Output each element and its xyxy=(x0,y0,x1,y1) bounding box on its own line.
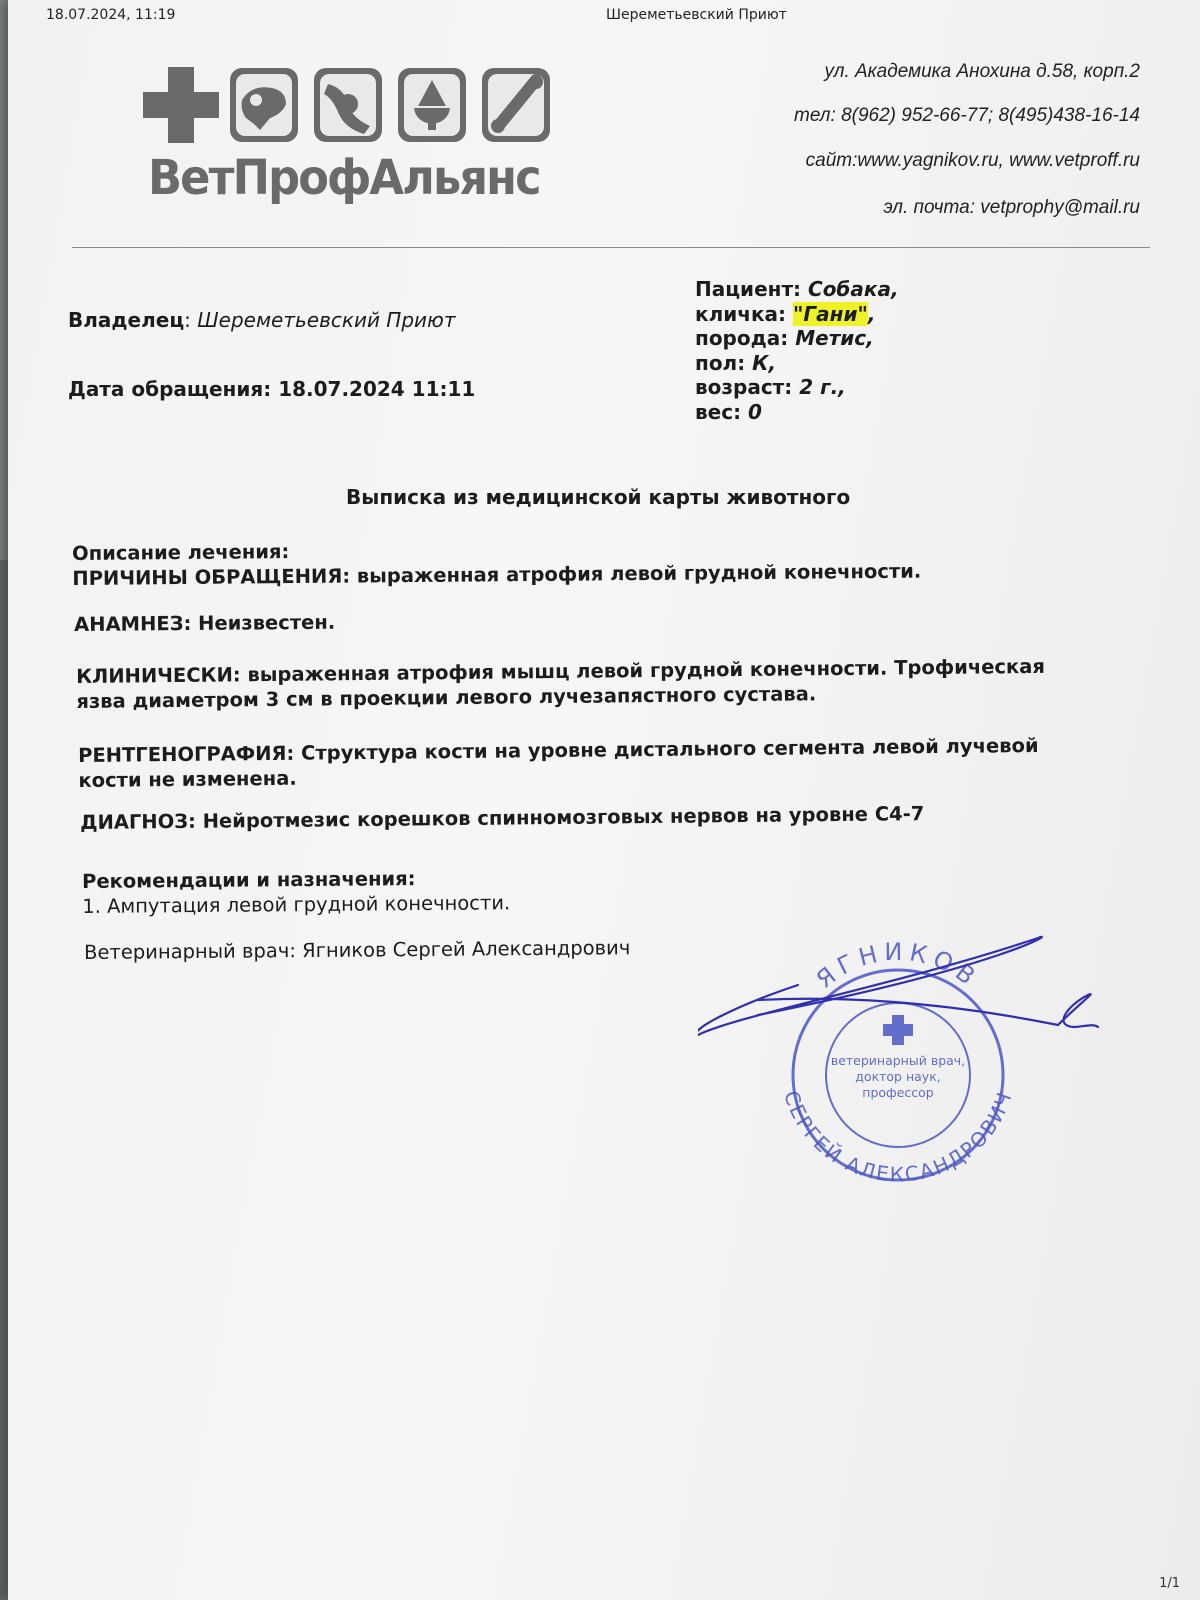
patient-age-row xyxy=(695,375,899,400)
document-page xyxy=(8,0,1200,1600)
print-title: Шереметьевский Приют xyxy=(606,7,787,23)
treatment-heading: Описание лечения: xyxy=(72,540,290,565)
clinic-site: сайт:www.yagnikov.ru, www.vetproff.ru xyxy=(805,150,1140,171)
head-tile-icon xyxy=(230,68,298,142)
clinical-section xyxy=(76,654,1045,714)
patient-species: Собака, xyxy=(808,277,899,301)
xray-section xyxy=(78,733,1039,793)
patient-sex-label: пол: xyxy=(695,350,753,375)
xray-label: РЕНТГЕНОГРАФИЯ: xyxy=(78,741,302,767)
patient-name-row xyxy=(695,302,899,327)
clinic-email: эл. почта: vetprophy@mail.ru xyxy=(883,197,1140,218)
pharmacy-tile-icon xyxy=(398,68,466,142)
xray-line-2: кости не изменена. xyxy=(78,766,297,792)
visit-date-value: 18.07.2024 11:11 xyxy=(278,377,476,401)
recommendation-item: 1. Ампутация левой грудной конечности. xyxy=(82,891,511,918)
bone-tile-icon xyxy=(482,68,550,142)
patient-block xyxy=(695,277,899,424)
patient-species-row xyxy=(695,277,899,302)
svg-text:ЯГНИКОВ xyxy=(811,938,985,994)
reasons-label: ПРИЧИНЫ ОБРАЩЕНИЯ: xyxy=(72,564,357,590)
stamp-bottom-text: СЕРГЕЙ АЛЕКСАНДРОВИЧ xyxy=(778,1087,1018,1187)
clinical-label: КЛИНИЧЕСКИ: xyxy=(76,663,248,688)
diagnosis-label: ДИАГНОЗ: xyxy=(80,809,203,834)
doctor-name: Ягников Сергей Александрович xyxy=(302,936,631,963)
patient-sex: К, xyxy=(752,350,777,375)
medical-cross-icon xyxy=(143,67,219,143)
stamp-top-text: ЯГНИКОВ xyxy=(810,937,986,994)
recommendations-section xyxy=(82,865,510,919)
patient-species-label: Пациент: xyxy=(695,277,809,301)
visit-date-label: Дата обращения: xyxy=(68,377,279,401)
clinical-line-1: выраженная атрофия мышц левой грудной конечности. Трофическая xyxy=(247,654,1046,687)
anamnesis-label: АНАМНЕЗ: xyxy=(74,611,199,636)
print-datetime: 18.07.2024, 11:19 xyxy=(46,7,176,23)
xray-line-1: Структура кости на уровне дистального сегмента левой лучевой xyxy=(300,733,1039,765)
owner-value: Шереметьевский Приют xyxy=(197,308,456,332)
stamp-line-3: профессор xyxy=(862,1085,934,1100)
treatment-section xyxy=(72,534,921,591)
patient-age: 2 г., xyxy=(799,375,846,399)
clinical-line-2: язва диаметром 3 см в проекции левого лучезапястного сустава. xyxy=(76,682,817,713)
visit-date-line xyxy=(68,377,475,401)
patient-name-label: кличка: xyxy=(695,301,793,326)
page-number: 1/1 xyxy=(1159,1576,1180,1591)
stamp-line-2: доктор наук, xyxy=(855,1069,941,1084)
doctor-stamp xyxy=(779,938,1017,1187)
patient-breed: Метис, xyxy=(795,326,874,350)
diagnosis-line xyxy=(80,801,924,835)
document-title: Выписка из медицинской карты животного xyxy=(346,485,851,509)
clinic-address: ул. Академика Анохина д.58, корп.2 xyxy=(824,61,1140,82)
clinic-logo-text: ВетПрофАльянс xyxy=(148,150,540,206)
stamp-line-1: ветеринарный врач, xyxy=(830,1053,966,1068)
stamp-cross-icon xyxy=(883,1015,913,1045)
doctor-label: Ветеринарный врач: xyxy=(84,939,303,964)
patient-breed-row xyxy=(695,326,899,351)
owner-line: Владелец: Шереметьевский Приют xyxy=(68,308,456,332)
svg-text:СЕРГЕЙ АЛЕКСАНДРОВИЧ xyxy=(779,1088,1017,1187)
joint-tile-icon xyxy=(314,68,382,142)
patient-weight: 0 xyxy=(748,399,762,424)
patient-sex-row xyxy=(695,351,899,376)
doctor-line xyxy=(84,935,630,965)
recommendations-heading: Рекомендации и назначения: xyxy=(82,867,416,893)
reasons-value: выраженная атрофия левой грудной конечности. xyxy=(356,559,922,588)
diagnosis-value: Нейротмезис корешков спинномозговых нервов на уровне С4-7 xyxy=(202,802,925,833)
header-divider xyxy=(72,247,1150,248)
clinic-phone: тел: 8(962) 952-66-77; 8(495)438-16-14 xyxy=(794,105,1140,126)
patient-name-suffix: , xyxy=(867,301,876,326)
patient-weight-row xyxy=(695,400,899,425)
anamnesis-value: Неизвестен. xyxy=(198,610,336,635)
patient-breed-label: порода: xyxy=(695,326,796,350)
anamnesis-line xyxy=(74,610,335,637)
owner-label: Владелец xyxy=(68,308,185,332)
stamp-and-signature xyxy=(698,935,1118,1195)
patient-age-label: возраст: xyxy=(695,375,800,399)
patient-name: "Гани" xyxy=(793,301,868,326)
patient-weight-label: вес: xyxy=(695,399,749,424)
